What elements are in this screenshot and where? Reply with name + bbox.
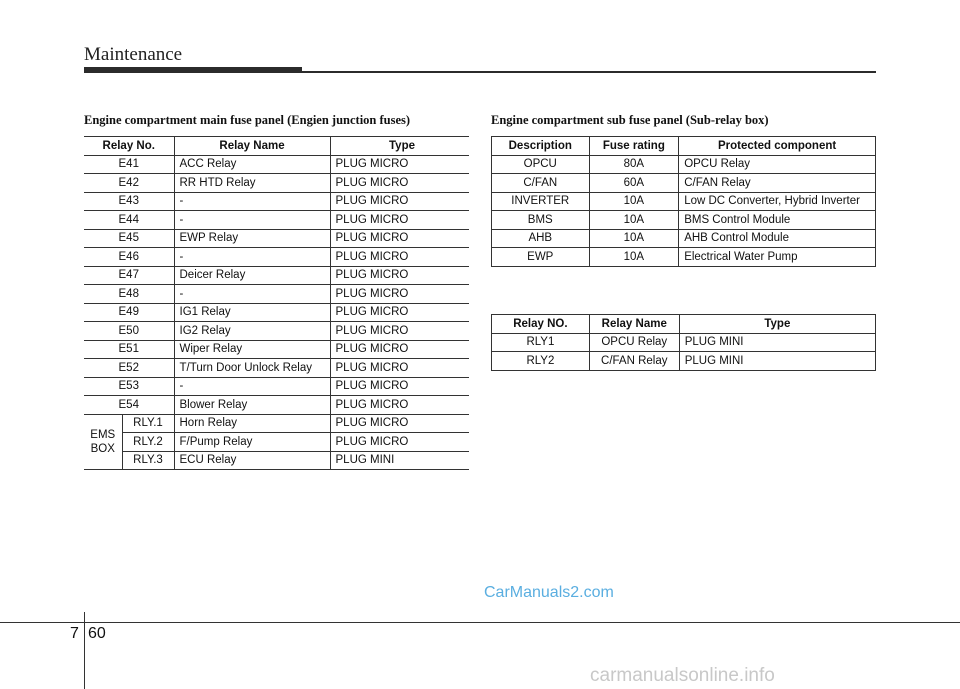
type-cell: PLUG MICRO bbox=[330, 414, 469, 433]
type-cell: PLUG MICRO bbox=[330, 396, 469, 415]
column-header-protected-component: Protected component bbox=[679, 137, 876, 156]
description-cell: BMS bbox=[492, 211, 590, 230]
relay-name-cell: - bbox=[174, 211, 330, 230]
table-row bbox=[84, 322, 469, 341]
table-row bbox=[492, 174, 876, 193]
fuse-rating-cell: 10A bbox=[589, 248, 679, 267]
type-cell: PLUG MICRO bbox=[330, 229, 469, 248]
type-cell: PLUG MINI bbox=[330, 451, 469, 470]
column-header-type: Type bbox=[679, 315, 875, 334]
type-cell: PLUG MICRO bbox=[330, 266, 469, 285]
protected-component-cell: OPCU Relay bbox=[679, 155, 876, 174]
relay-name-cell: ACC Relay bbox=[174, 155, 330, 174]
sub-relay-table bbox=[491, 314, 876, 371]
fuse-rating-cell: 60A bbox=[589, 174, 679, 193]
type-cell: PLUG MICRO bbox=[330, 192, 469, 211]
description-cell: INVERTER bbox=[492, 192, 590, 211]
protected-component-cell: Low DC Converter, Hybrid Inverter bbox=[679, 192, 876, 211]
table-row bbox=[84, 396, 469, 415]
relay-no-cell: E44 bbox=[84, 211, 174, 230]
table-row bbox=[84, 303, 469, 322]
table-row bbox=[492, 229, 876, 248]
table-row bbox=[492, 155, 876, 174]
relay-name-cell: - bbox=[174, 248, 330, 267]
fuse-rating-cell: 80A bbox=[589, 155, 679, 174]
table-row bbox=[492, 192, 876, 211]
fuse-rating-cell: 10A bbox=[589, 192, 679, 211]
type-cell: PLUG MINI bbox=[679, 352, 875, 371]
relay-name-cell: IG1 Relay bbox=[174, 303, 330, 322]
table-row bbox=[84, 359, 469, 378]
column-header-relay-name: Relay Name bbox=[589, 315, 679, 334]
description-cell: C/FAN bbox=[492, 174, 590, 193]
footer-rule bbox=[0, 622, 960, 623]
relay-no-cell: E41 bbox=[84, 155, 174, 174]
table-header-row bbox=[492, 137, 876, 156]
relay-no-cell: RLY1 bbox=[492, 333, 590, 352]
relay-no-cell: E46 bbox=[84, 248, 174, 267]
relay-name-cell: T/Turn Door Unlock Relay bbox=[174, 359, 330, 378]
footer-separator bbox=[84, 612, 85, 689]
footer-site-text: carmanualsonline.info bbox=[590, 665, 775, 686]
protected-component-cell: BMS Control Module bbox=[679, 211, 876, 230]
relay-no-cell: RLY2 bbox=[492, 352, 590, 371]
relay-no-cell: E43 bbox=[84, 192, 174, 211]
relay-name-cell: EWP Relay bbox=[174, 229, 330, 248]
relay-name-cell: - bbox=[174, 285, 330, 304]
relay-no-cell: E49 bbox=[84, 303, 174, 322]
type-cell: PLUG MICRO bbox=[330, 377, 469, 396]
relay-name-cell: ECU Relay bbox=[174, 451, 330, 470]
relay-name-cell: RR HTD Relay bbox=[174, 174, 330, 193]
relay-no-cell: RLY.1 bbox=[122, 414, 174, 433]
fuse-rating-cell: 10A bbox=[589, 211, 679, 230]
column-header-fuse-rating: Fuse rating bbox=[589, 137, 679, 156]
protected-component-cell: Electrical Water Pump bbox=[679, 248, 876, 267]
table-row bbox=[84, 285, 469, 304]
relay-no-cell: E47 bbox=[84, 266, 174, 285]
description-cell: AHB bbox=[492, 229, 590, 248]
column-header-type: Type bbox=[330, 137, 469, 156]
table-row bbox=[84, 433, 469, 452]
protected-component-cell: AHB Control Module bbox=[679, 229, 876, 248]
relay-no-cell: E52 bbox=[84, 359, 174, 378]
relay-name-cell: C/FAN Relay bbox=[589, 352, 679, 371]
ems-box-label-line2: BOX bbox=[90, 442, 115, 455]
table-row bbox=[84, 266, 469, 285]
fuse-rating-cell: 10A bbox=[589, 229, 679, 248]
column-header-description: Description bbox=[492, 137, 590, 156]
table-row bbox=[492, 248, 876, 267]
type-cell: PLUG MICRO bbox=[330, 211, 469, 230]
page-number: 60 bbox=[88, 625, 106, 642]
type-cell: PLUG MICRO bbox=[330, 155, 469, 174]
table-row bbox=[492, 352, 876, 371]
table-row bbox=[492, 211, 876, 230]
main-fuse-panel-heading: Engine compartment main fuse panel (Engien junction fuses) bbox=[84, 113, 411, 127]
table-row bbox=[84, 377, 469, 396]
page-section-title: Maintenance bbox=[84, 44, 183, 65]
type-cell: PLUG MICRO bbox=[330, 248, 469, 267]
relay-name-cell: Horn Relay bbox=[174, 414, 330, 433]
table-row bbox=[84, 211, 469, 230]
relay-name-cell: F/Pump Relay bbox=[174, 433, 330, 452]
relay-name-cell: IG2 Relay bbox=[174, 322, 330, 341]
relay-no-cell: E53 bbox=[84, 377, 174, 396]
relay-no-cell: E42 bbox=[84, 174, 174, 193]
type-cell: PLUG MICRO bbox=[330, 285, 469, 304]
table-row bbox=[84, 155, 469, 174]
relay-name-cell: Blower Relay bbox=[174, 396, 330, 415]
table-row bbox=[84, 340, 469, 359]
table-row bbox=[84, 229, 469, 248]
relay-name-cell: - bbox=[174, 377, 330, 396]
sub-fuse-panel-table bbox=[491, 136, 876, 267]
table-header-row bbox=[84, 137, 469, 156]
description-cell: OPCU bbox=[492, 155, 590, 174]
type-cell: PLUG MINI bbox=[679, 333, 875, 352]
relay-no-cell: E48 bbox=[84, 285, 174, 304]
table-row bbox=[84, 192, 469, 211]
relay-no-cell: RLY.3 bbox=[122, 451, 174, 470]
column-header-relay-no: Relay No. bbox=[84, 137, 174, 156]
protected-component-cell: C/FAN Relay bbox=[679, 174, 876, 193]
type-cell: PLUG MICRO bbox=[330, 322, 469, 341]
table-row bbox=[492, 333, 876, 352]
sub-fuse-panel-heading: Engine compartment sub fuse panel (Sub-relay box) bbox=[491, 113, 769, 127]
table-row bbox=[84, 174, 469, 193]
type-cell: PLUG MICRO bbox=[330, 359, 469, 378]
type-cell: PLUG MICRO bbox=[330, 340, 469, 359]
ems-box-label-line1: EMS bbox=[90, 428, 116, 441]
relay-name-cell: Deicer Relay bbox=[174, 266, 330, 285]
relay-name-cell: Wiper Relay bbox=[174, 340, 330, 359]
relay-no-cell: E45 bbox=[84, 229, 174, 248]
table-row bbox=[84, 451, 469, 470]
relay-no-cell: RLY.2 bbox=[122, 433, 174, 452]
table-row bbox=[84, 248, 469, 267]
relay-no-cell: E54 bbox=[84, 396, 174, 415]
header-rule-thin bbox=[302, 71, 876, 73]
header-rule-thick bbox=[84, 67, 302, 73]
table-header-row bbox=[492, 315, 876, 334]
type-cell: PLUG MICRO bbox=[330, 433, 469, 452]
relay-no-cell: E50 bbox=[84, 322, 174, 341]
chapter-number: 7 bbox=[70, 625, 79, 642]
relay-name-cell: - bbox=[174, 192, 330, 211]
ems-box-label bbox=[84, 414, 122, 470]
relay-name-cell: OPCU Relay bbox=[589, 333, 679, 352]
main-fuse-panel-table bbox=[84, 136, 469, 470]
relay-no-cell: E51 bbox=[84, 340, 174, 359]
column-header-relay-name: Relay Name bbox=[174, 137, 330, 156]
description-cell: EWP bbox=[492, 248, 590, 267]
table-row bbox=[84, 414, 469, 433]
watermark-logo-text: CarManuals2.com bbox=[484, 584, 614, 601]
type-cell: PLUG MICRO bbox=[330, 174, 469, 193]
column-header-relay-no: Relay NO. bbox=[492, 315, 590, 334]
type-cell: PLUG MICRO bbox=[330, 303, 469, 322]
